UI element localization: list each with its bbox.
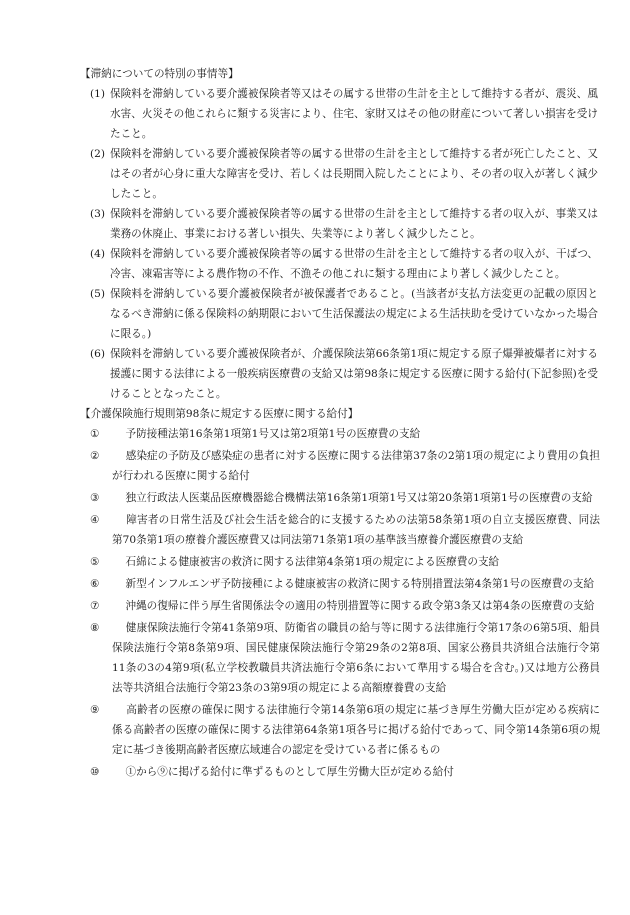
list-item: [92, 762, 600, 782]
item-text: 予防接種法第16条第1項第1号又は第2項第1号の医療費の支給: [125, 428, 421, 440]
list-item: [90, 84, 598, 144]
item-marker: ⑥: [90, 578, 100, 590]
list-item: [90, 284, 598, 344]
item-text: 石綿による健康被害の救済に関する法律第4条第1項の規定による医療費の支給: [125, 556, 500, 568]
item-text: 独立行政法人医薬品医療機器総合機構法第16条第1項第1号又は第20条第1項第1号の医療費の支給: [125, 492, 593, 504]
item-marker: ④: [90, 514, 100, 526]
item-marker: ⑨: [90, 704, 100, 716]
item-marker: ⑤: [90, 556, 100, 568]
item-number: (3): [90, 208, 106, 220]
special-circumstances-list: [90, 84, 598, 404]
item-number: (4): [90, 248, 106, 260]
item-text: 保険料を滞納している要介護被保険者等の属する世帯の生計を主として維持する者が死亡したこと、又はその者が心身に重大な障害を受け、若しくは長期間入院したことにより、その者の収入が著しく減少したこと。: [110, 148, 598, 200]
item-text: 高齢者の医療の確保に関する法律施行令第14条第6項の規定に基づき厚生労働大臣が定める疾病に係る高齢者の医療の確保に関する法律第64条第1項各号に掲げる給付であって、同令第14条第6項の規定に基づき後期高齢者医療広域連合の認定を受けている者に係るもの: [112, 704, 600, 756]
item-number: (5): [90, 288, 106, 300]
item-text: 新型インフルエンザ予防接種による健康被害の救済に関する特別措置法第4条第1号の医療費の支給: [125, 578, 595, 590]
list-item: [92, 488, 600, 508]
item-text: 沖縄の復帰に伴う厚生省関係法令の適用の特別措置等に関する政令第3条又は第4条の医療費の支給: [125, 600, 595, 612]
list-item: [92, 446, 600, 486]
section-heading-special-circumstances: 【滞納についての特別の事情等】: [80, 68, 239, 80]
list-item: [90, 144, 598, 204]
item-text: 保険料を滞納している要介護被保険者が被保護者であること。(当該者が支払方法変更の記載の原因となるべき滞納に係る保険料の納期限において生活保護法の規定による生活扶助を受けていなかった場合に限る。): [110, 288, 598, 340]
list-item: [92, 618, 600, 698]
item-text: 保険料を滞納している要介護被保険者等の属する世帯の生計を主として維持する者の収入が、干ばつ、冷害、凍霜害等による農作物の不作、不漁その他これに類する理由により著しく減少したこと。: [110, 248, 598, 280]
item-text: 保険料を滞納している要介護被保険者が、介護保険法第66条第1項に規定する原子爆弾被爆者に対する援護に関する法律による一般疾病医療費の支給又は第98条に規定する医療に関する給付(下記参照)を受けることとなったこと。: [110, 348, 598, 400]
item-marker: ③: [90, 492, 100, 504]
section-heading-medical-benefits: 【介護保険施行規則第98条に規定する医療に関する給付】: [80, 408, 359, 420]
item-marker: ①: [90, 428, 100, 440]
item-marker: ②: [90, 450, 100, 462]
item-text: 健康保険法施行令第41条第9項、防衛省の職員の給与等に関する法律施行令第17条の6第5項、船員保険法施行令第8条第9項、国民健康保険法施行令第29条の2第8項、国家公務員共済組合法施行令第11条の3の4第9項(私立学校教職員共済法施行令第6条において準用する場合を含む。)又は地方公務員法等共済組合法施行令第23条の3第9項の規定による高額療養費の支給: [112, 622, 600, 694]
list-item: [92, 574, 600, 594]
list-item: [90, 204, 598, 244]
list-item: [92, 552, 600, 572]
item-text: 感染症の予防及び感染症の患者に対する医療に関する法律第37条の2第1項の規定により費用の負担が行われる医療に関する給付: [112, 450, 600, 482]
item-marker: ⑩: [90, 766, 100, 778]
medical-benefits-list: [92, 424, 600, 784]
list-item: [92, 700, 600, 760]
item-number: (6): [90, 348, 106, 360]
list-item: [90, 344, 598, 404]
item-text: ①から⑨に掲げる給付に準ずるものとして厚生労働大臣が定める給付: [125, 766, 454, 778]
item-text: 保険料を滞納している要介護被保険者等の属する世帯の生計を主として維持する者の収入が、事業又は業務の休廃止、事業における著しい損失、失業等により著しく減少したこと。: [110, 208, 598, 240]
item-number: (2): [90, 148, 106, 160]
list-item: [92, 596, 600, 616]
item-marker: ⑦: [90, 600, 100, 612]
item-number: (1): [90, 88, 106, 100]
list-item: [90, 244, 598, 284]
list-item: [92, 424, 600, 444]
item-text: 保険料を滞納している要介護被保険者等又はその属する世帯の生計を主として維持する者が、震災、風水害、火災その他これらに類する災害により、住宅、家財又はその他の財産について著しい損害を受けたこと。: [110, 88, 598, 140]
list-item: [92, 510, 600, 550]
item-text: 障害者の日常生活及び社会生活を総合的に支援するための法第58条第1項の自立支援医療費、同法第70条第1項の療養介護医療費又は同法第71条第1項の基準該当療養介護医療費の支給: [112, 514, 600, 546]
item-marker: ⑧: [90, 622, 100, 634]
